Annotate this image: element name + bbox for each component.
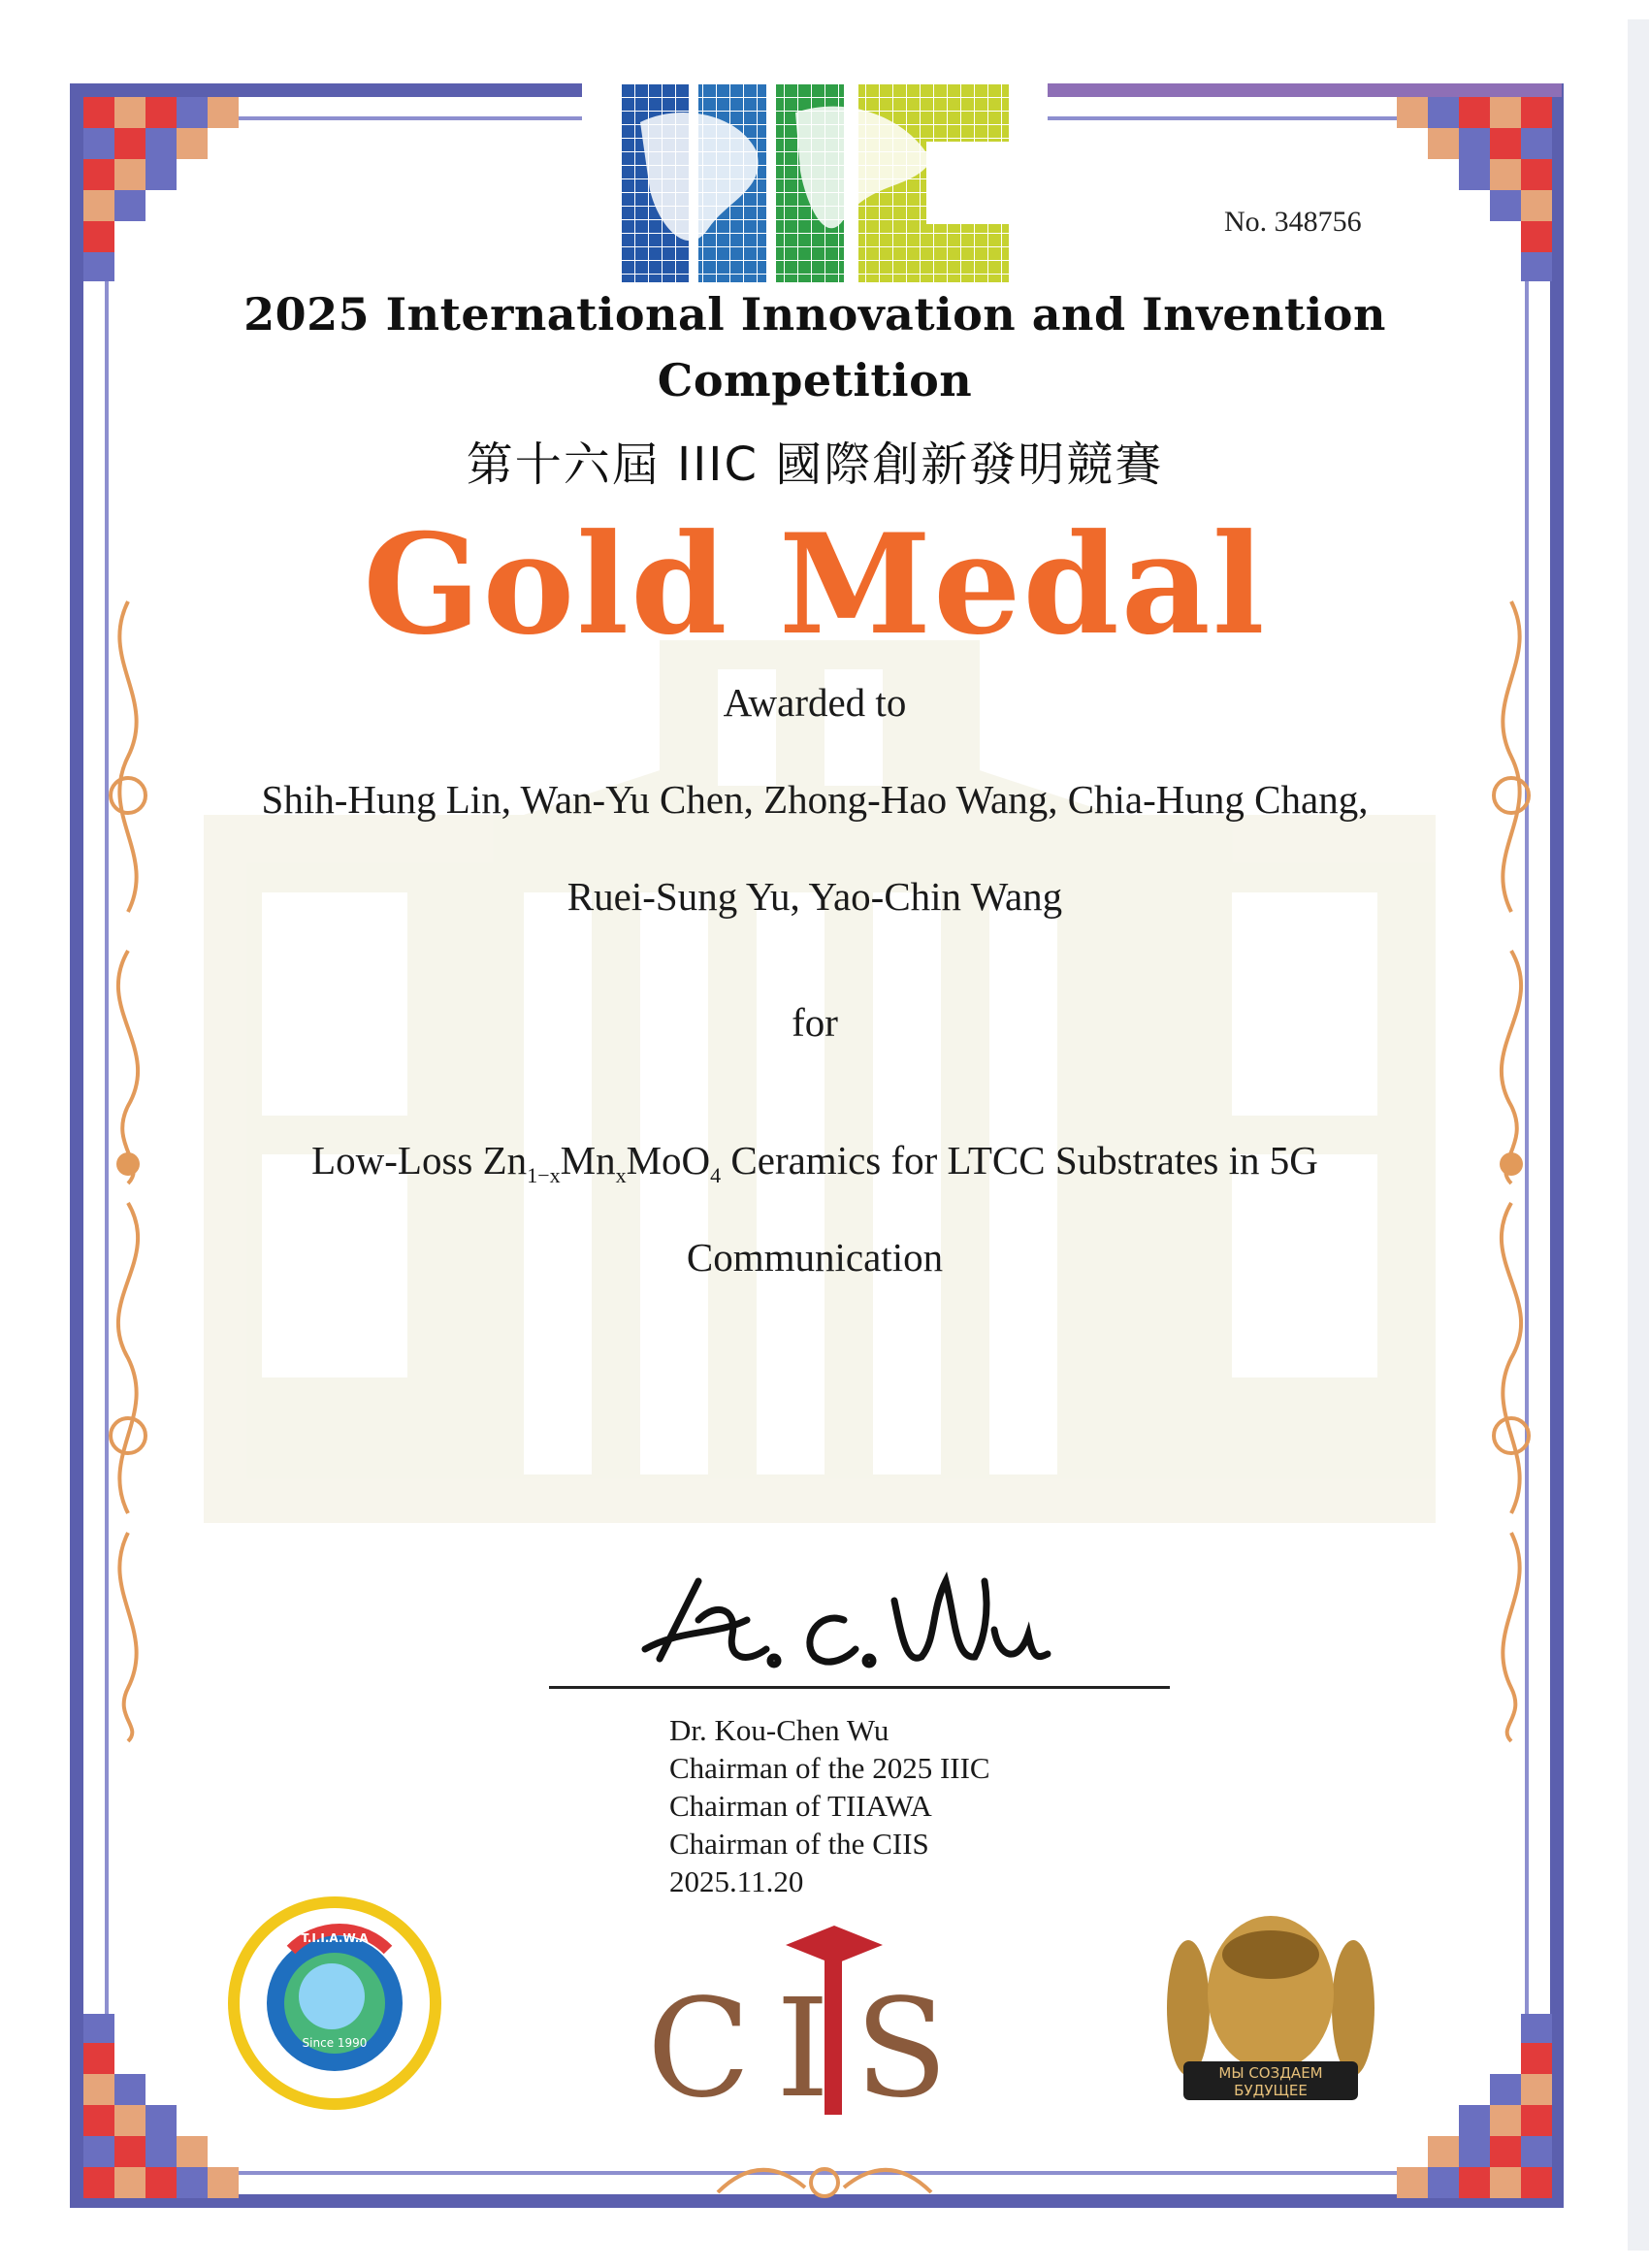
project-title-line-1: Low-Loss $Zn_{1-x}Mn_xMoO_4$ Ceramics for LTCC Substrates in 5G [311,1138,1318,1188]
corner-pattern-bottom-left [83,2014,239,2198]
competition-title-chinese: 第十六屆 IIIC 國際創新發明競賽 [466,437,1164,492]
corner-pattern-top-left [83,97,239,281]
award-title: Gold Medal [363,504,1267,665]
competition-title-line1: 2025 International Innovation and Invention [243,288,1386,340]
tiiawa-since: Since 1990 [302,2036,368,2050]
signatory-block [669,1711,990,1900]
tiiawa-ring-text: TAIWAN INTERNATIONAL INVENTION AWARD WINNERS ASSOCIATION [223,1879,738,1895]
signature-text: K.C.Wu [640,1530,692,1546]
iiic-logo [621,83,1009,282]
signature-line [549,1686,1170,1689]
competition-title-line2: Competition [657,354,973,406]
tiiawa-abbr: T.I.I.A.W.A [301,1931,369,1945]
awarded-to-label: Awarded to [723,680,907,725]
corner-pattern-bottom-right [1397,2014,1552,2198]
competition-title [146,281,1484,413]
recipients-line-1: Shih-Hung Lin, Wan-Yu Chen, Zhong-Hao Wang, Chia-Hung Chang, [261,777,1369,822]
signature [640,1530,1057,1688]
signature-date: 2025.11.20 [669,1864,804,1898]
ciis-letters: CIS [646,1970,974,2128]
ribbon-line-1: МЫ СОЗДАЕМ [1218,2064,1323,2082]
signatory-role-2: Chairman of TIIAWA [669,1789,932,1823]
for-label: for [792,1000,838,1045]
ribbon-line-2: БУДУЩЕЕ [1234,2082,1308,2099]
bottom-center-ornament [708,2154,941,2212]
recipients-line-2: Ruei-Sung Yu, Yao-Chin Wang [566,874,1063,919]
signatory-role-1: Chairman of the 2025 IIIC [669,1751,990,1785]
border-accent-purple [1048,83,1562,97]
corner-pattern-top-right [1397,97,1552,281]
signatory-name: Dr. Kou-Chen Wu [669,1713,889,1747]
certificate-number: No. 348756 [1224,206,1362,238]
paper-edge [1628,19,1649,2251]
signatory-role-3: Chairman of the CIIS [669,1827,929,1861]
tiiawa-seal [223,1879,738,2115]
right-scroll-ornament [1472,582,1550,1746]
bronze-medallion [1149,1901,1392,2115]
ciis-logo [646,1921,974,2128]
project-title-line-2: Communication [686,1235,944,1280]
